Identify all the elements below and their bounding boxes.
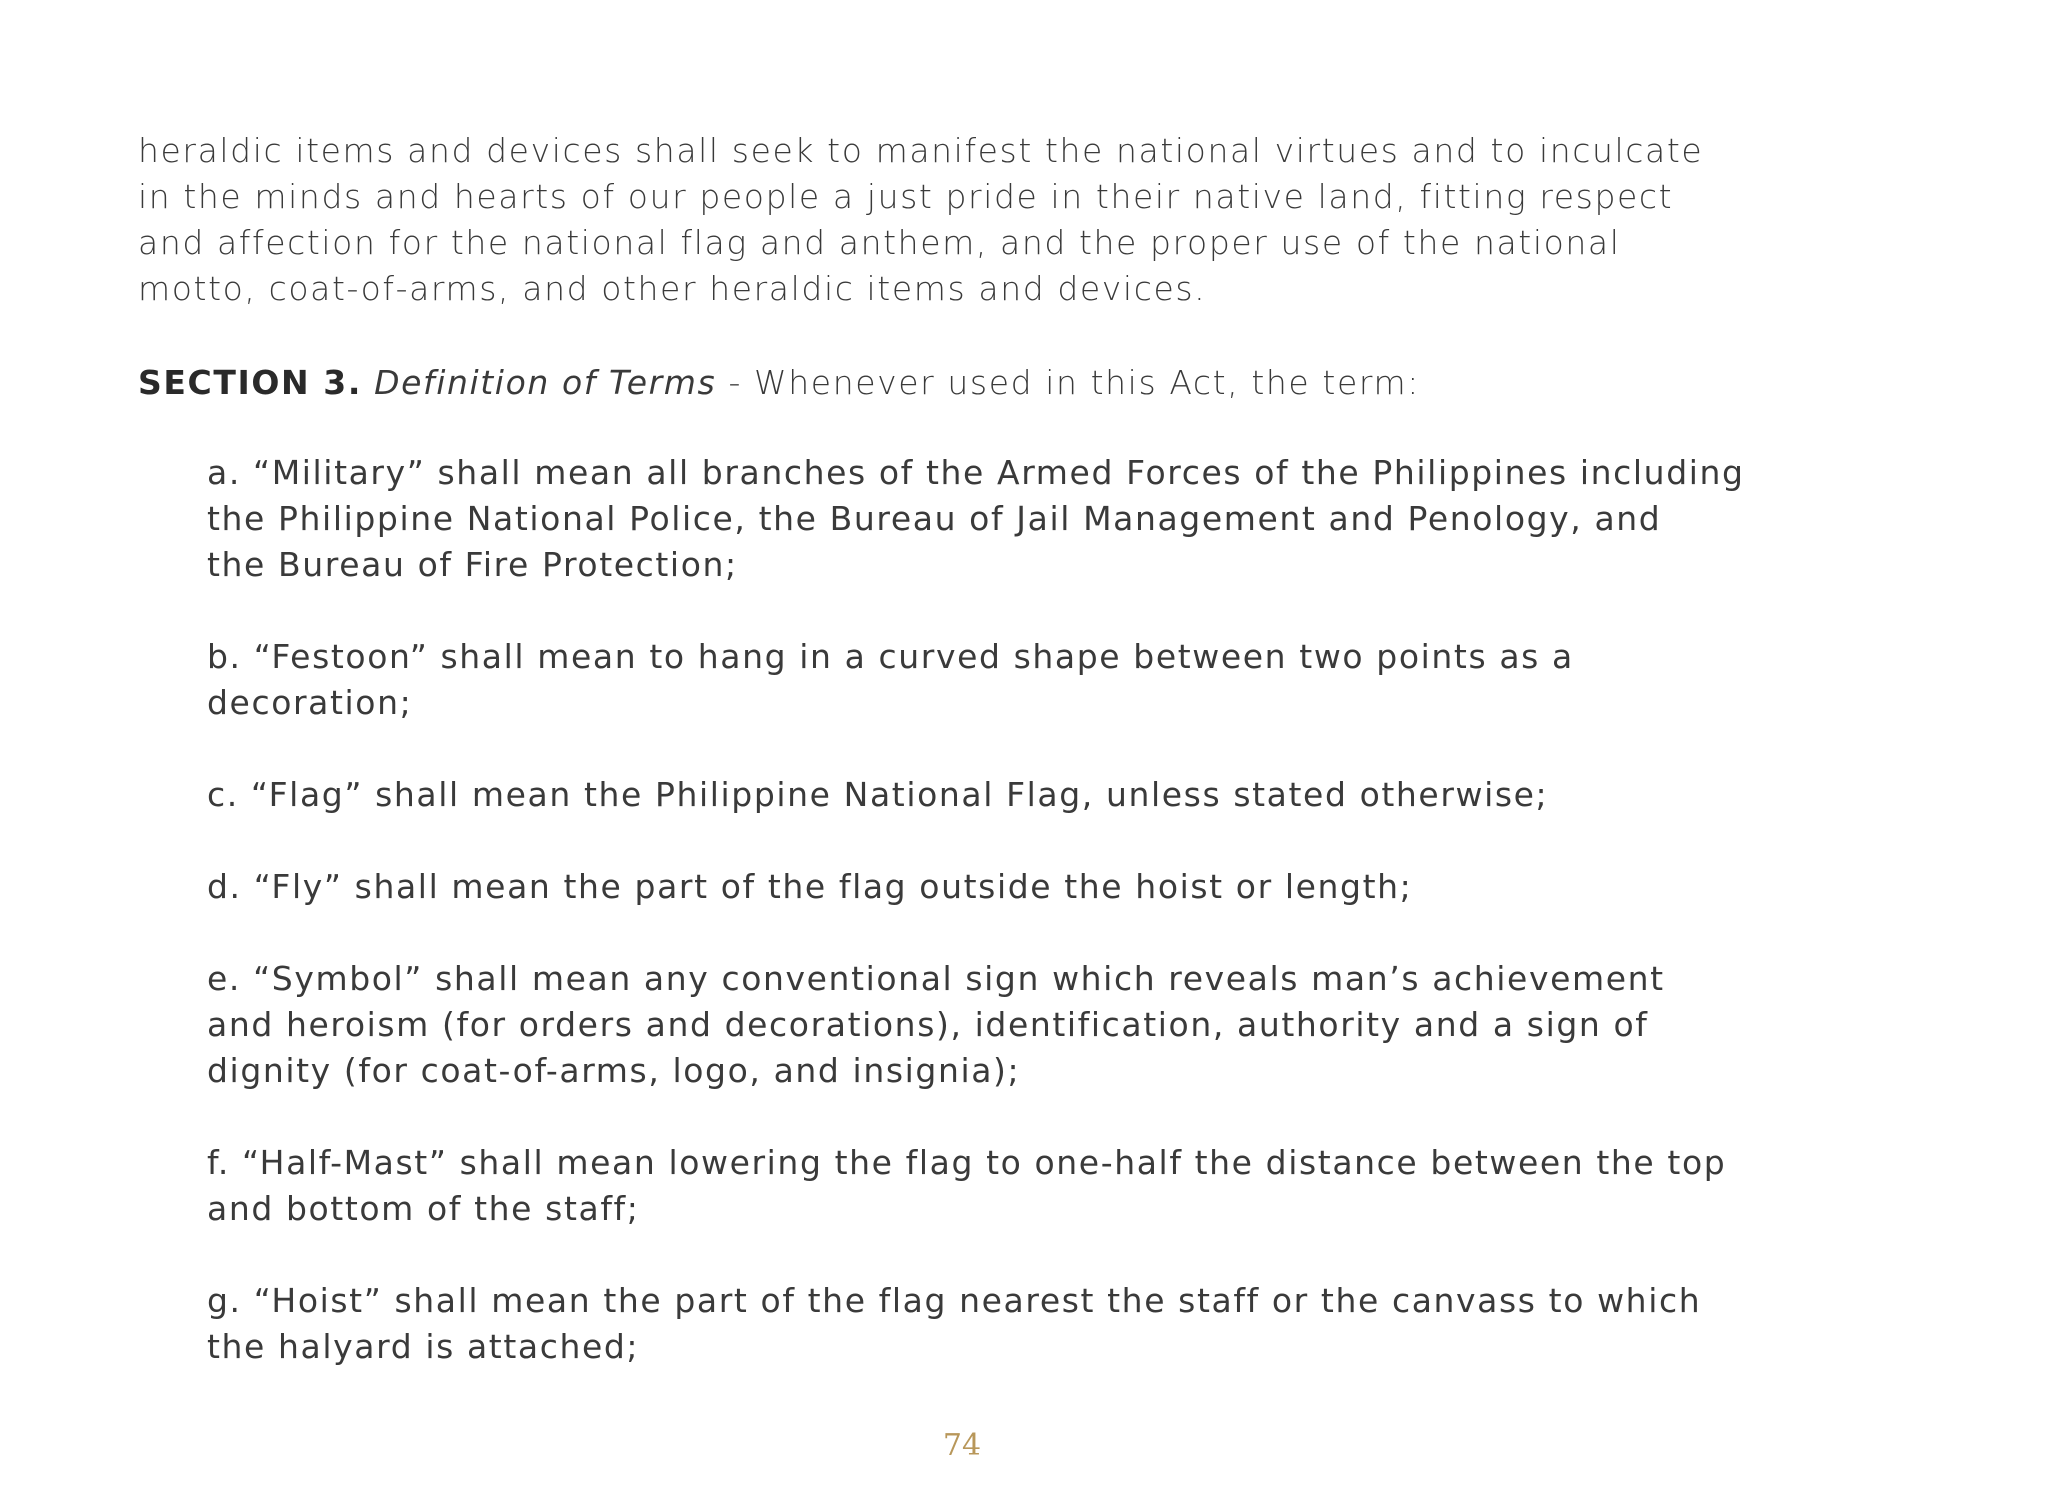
- intro-line: heraldic items and devices shall seek to manifest the national virtues and to inculcate: [138, 131, 1704, 170]
- definition-half-mast: [207, 1140, 1887, 1232]
- intro-paragraph: [138, 128, 1838, 312]
- definition-hoist: [207, 1278, 1887, 1370]
- intro-line: motto, coat-of-arms, and other heraldic items and devices.: [138, 269, 1207, 308]
- section-title: Definition of Terms: [374, 363, 717, 402]
- definition-flag: [207, 772, 1887, 818]
- definition-fly: [207, 864, 1887, 910]
- definition-line: the Bureau of Fire Protection;: [207, 545, 738, 584]
- intro-line: and affection for the national flag and anthem, and the proper use of the national: [138, 223, 1621, 262]
- definitions-list: [207, 450, 1887, 1416]
- page-number: 74: [942, 1428, 982, 1463]
- definition-festoon: [207, 634, 1887, 726]
- definition-line: d. “Fly” shall mean the part of the flag outside the hoist or length;: [207, 867, 1413, 906]
- definition-line: e. “Symbol” shall mean any conventional sign which reveals man’s achievement: [207, 959, 1665, 998]
- definition-line: decoration;: [207, 683, 413, 722]
- definition-line: the halyard is attached;: [207, 1327, 640, 1366]
- definition-line: and bottom of the staff;: [207, 1189, 640, 1228]
- section-number: SECTION 3.: [138, 363, 362, 402]
- definition-line: g. “Hoist” shall mean the part of the flag nearest the staff or the canvass to which: [207, 1281, 1702, 1320]
- definition-line: a. “Military” shall mean all branches of the Armed Forces of the Philippines including: [207, 453, 1745, 492]
- definition-military: [207, 450, 1887, 588]
- definition-line: b. “Festoon” shall mean to hang in a curved shape between two points as a: [207, 637, 1574, 676]
- section-intro-text: - Whenever used in this Act, the term:: [716, 363, 1420, 402]
- definition-symbol: [207, 956, 1887, 1094]
- definition-line: and heroism (for orders and decorations), identification, authority and a sign of: [207, 1005, 1649, 1044]
- section-heading: [138, 360, 1420, 406]
- intro-line: in the minds and hearts of our people a just pride in their native land, fitting respect: [138, 177, 1674, 216]
- definition-line: dignity (for coat-of-arms, logo, and insignia);: [207, 1051, 1021, 1090]
- definition-line: the Philippine National Police, the Bureau of Jail Management and Penology, and: [207, 499, 1662, 538]
- definition-line: c. “Flag” shall mean the Philippine National Flag, unless stated otherwise;: [207, 775, 1549, 814]
- definition-line: f. “Half-Mast” shall mean lowering the flag to one-half the distance between the top: [207, 1143, 1727, 1182]
